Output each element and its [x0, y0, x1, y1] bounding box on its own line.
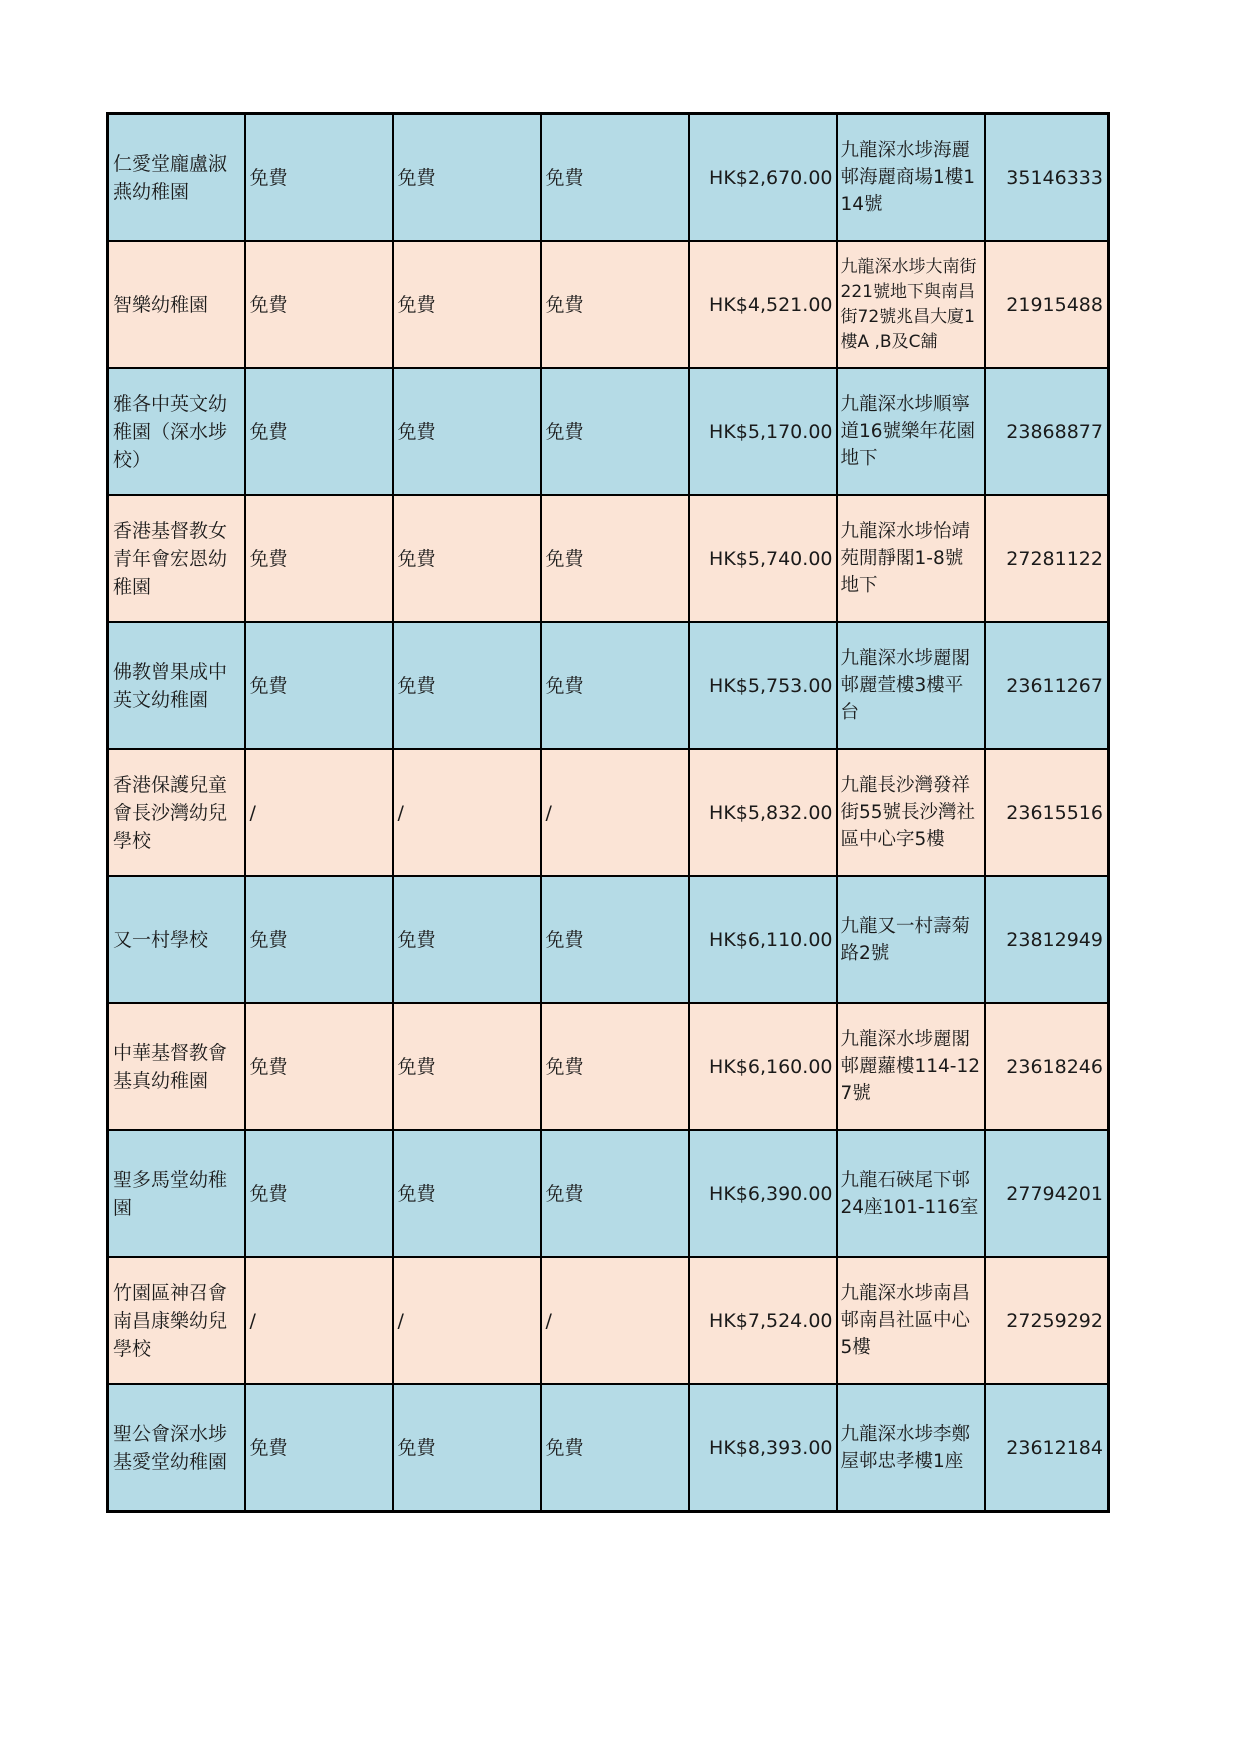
- phone-cell: 23868877: [985, 368, 1109, 495]
- fee-status-cell: 免費: [541, 622, 689, 749]
- school-name-cell: 智樂幼稚園: [108, 241, 245, 368]
- school-name-cell: 仁愛堂龐盧淑燕幼稚園: [108, 114, 245, 242]
- fee-amount-cell: HK$2,670.00: [689, 114, 837, 242]
- fee-status-cell: 免費: [393, 241, 541, 368]
- address-cell: 九龍石硤尾下邨24座101-116室: [837, 1130, 985, 1257]
- school-name-cell: 聖公會深水埗基愛堂幼稚園: [108, 1384, 245, 1512]
- address-cell: 九龍深水埗麗閣邨麗蘿樓114-127號: [837, 1003, 985, 1130]
- school-name-cell: 竹園區神召會南昌康樂幼兒學校: [108, 1257, 245, 1384]
- fee-status-cell: 免費: [245, 1130, 393, 1257]
- fee-status-cell: /: [541, 749, 689, 876]
- address-cell: 九龍深水埗大南街221號地下與南昌街72號兆昌大廈1樓A ,B及C舖: [837, 241, 985, 368]
- fee-status-cell: 免費: [245, 241, 393, 368]
- school-name-cell: 中華基督教會基真幼稚園: [108, 1003, 245, 1130]
- fee-status-cell: /: [541, 1257, 689, 1384]
- phone-cell: 35146333: [985, 114, 1109, 242]
- fee-status-cell: 免費: [393, 114, 541, 242]
- table-row: [108, 241, 1109, 368]
- table-row: [108, 114, 1109, 242]
- kindergarten-fee-table: [106, 112, 1110, 1513]
- fee-status-cell: 免費: [245, 876, 393, 1003]
- fee-status-cell: 免費: [541, 495, 689, 622]
- table-row: [108, 1384, 1109, 1512]
- phone-cell: 27259292: [985, 1257, 1109, 1384]
- address-cell: 九龍深水埗李鄭屋邨忠孝樓1座: [837, 1384, 985, 1512]
- phone-cell: 27281122: [985, 495, 1109, 622]
- fee-status-cell: 免費: [393, 495, 541, 622]
- school-name-cell: 香港基督教女青年會宏恩幼稚園: [108, 495, 245, 622]
- fee-status-cell: 免費: [541, 876, 689, 1003]
- school-name-cell: 聖多馬堂幼稚園: [108, 1130, 245, 1257]
- table-row: [108, 495, 1109, 622]
- phone-cell: 23612184: [985, 1384, 1109, 1512]
- fee-status-cell: 免費: [541, 1130, 689, 1257]
- fee-amount-cell: HK$5,170.00: [689, 368, 837, 495]
- fee-amount-cell: HK$6,160.00: [689, 1003, 837, 1130]
- phone-cell: 23812949: [985, 876, 1109, 1003]
- fee-status-cell: /: [393, 1257, 541, 1384]
- fee-status-cell: 免費: [541, 1384, 689, 1512]
- phone-cell: 23611267: [985, 622, 1109, 749]
- address-cell: 九龍深水埗海麗邨海麗商場1樓114號: [837, 114, 985, 242]
- fee-status-cell: 免費: [245, 368, 393, 495]
- table-row: [108, 876, 1109, 1003]
- fee-amount-cell: HK$4,521.00: [689, 241, 837, 368]
- address-cell: 九龍深水埗怡靖苑閒靜閣1-8號地下: [837, 495, 985, 622]
- address-cell: 九龍深水埗南昌邨南昌社區中心5樓: [837, 1257, 985, 1384]
- fee-status-cell: 免費: [245, 622, 393, 749]
- table-row: [108, 749, 1109, 876]
- fee-amount-cell: HK$5,832.00: [689, 749, 837, 876]
- fee-status-cell: 免費: [541, 368, 689, 495]
- table-row: [108, 1003, 1109, 1130]
- fee-amount-cell: HK$6,110.00: [689, 876, 837, 1003]
- fee-status-cell: 免費: [245, 1003, 393, 1130]
- address-cell: 九龍深水埗麗閣邨麗萱樓3樓平台: [837, 622, 985, 749]
- address-cell: 九龍又一村壽菊路2號: [837, 876, 985, 1003]
- phone-cell: 21915488: [985, 241, 1109, 368]
- fee-status-cell: /: [245, 749, 393, 876]
- fee-status-cell: 免費: [393, 876, 541, 1003]
- school-name-cell: 香港保護兒童會長沙灣幼兒學校: [108, 749, 245, 876]
- fee-status-cell: /: [245, 1257, 393, 1384]
- fee-amount-cell: HK$8,393.00: [689, 1384, 837, 1512]
- fee-amount-cell: HK$5,753.00: [689, 622, 837, 749]
- table-row: [108, 1257, 1109, 1384]
- address-cell: 九龍深水埗順寧道16號樂年花園地下: [837, 368, 985, 495]
- fee-status-cell: 免費: [245, 1384, 393, 1512]
- school-name-cell: 佛教曾果成中英文幼稚園: [108, 622, 245, 749]
- school-name-cell: 雅各中英文幼稚園（深水埗校）: [108, 368, 245, 495]
- fee-status-cell: 免費: [541, 1003, 689, 1130]
- fee-status-cell: 免費: [245, 495, 393, 622]
- fee-status-cell: 免費: [393, 1003, 541, 1130]
- phone-cell: 23618246: [985, 1003, 1109, 1130]
- phone-cell: 27794201: [985, 1130, 1109, 1257]
- table-row: [108, 622, 1109, 749]
- fee-status-cell: 免費: [541, 114, 689, 242]
- fee-status-cell: 免費: [393, 1130, 541, 1257]
- fee-amount-cell: HK$6,390.00: [689, 1130, 837, 1257]
- fee-amount-cell: HK$5,740.00: [689, 495, 837, 622]
- table-row: [108, 368, 1109, 495]
- fee-status-cell: 免費: [541, 241, 689, 368]
- fee-status-cell: 免費: [393, 622, 541, 749]
- fee-status-cell: /: [393, 749, 541, 876]
- fee-amount-cell: HK$7,524.00: [689, 1257, 837, 1384]
- fee-status-cell: 免費: [245, 114, 393, 242]
- school-name-cell: 又一村學校: [108, 876, 245, 1003]
- address-cell: 九龍長沙灣發祥街55號長沙灣社區中心字5樓: [837, 749, 985, 876]
- fee-status-cell: 免費: [393, 1384, 541, 1512]
- table-row: [108, 1130, 1109, 1257]
- phone-cell: 23615516: [985, 749, 1109, 876]
- fee-status-cell: 免費: [393, 368, 541, 495]
